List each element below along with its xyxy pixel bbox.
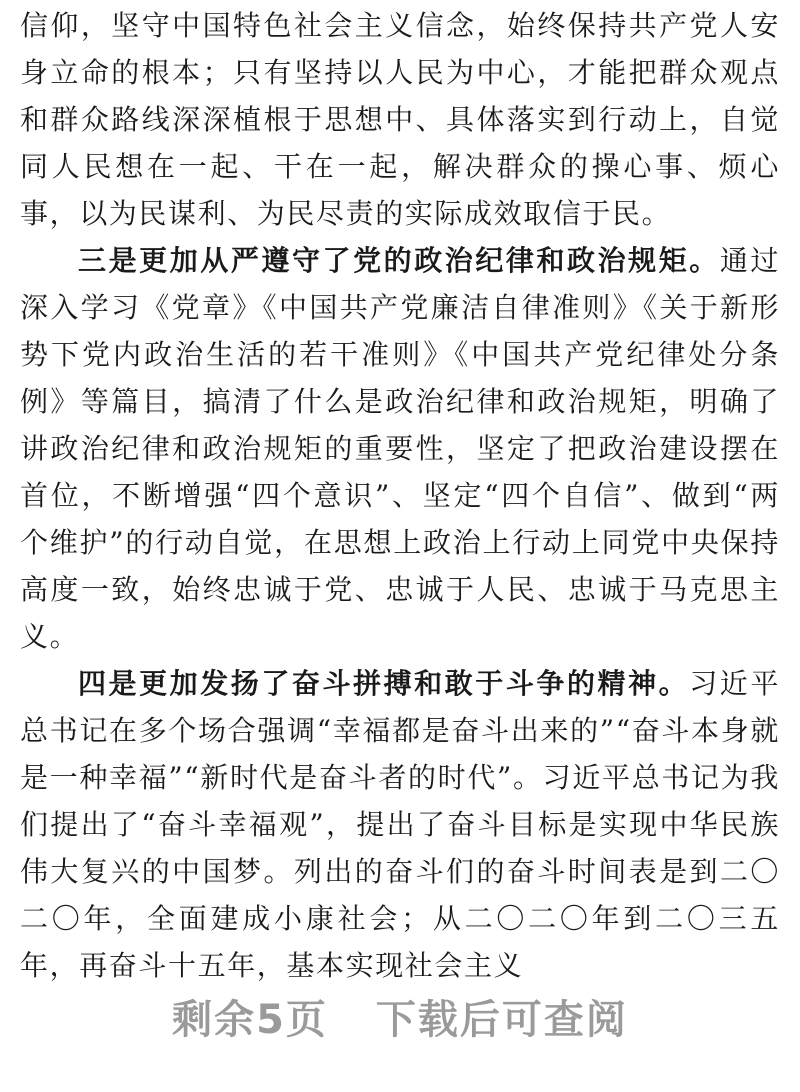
download-prompt[interactable] bbox=[0, 988, 800, 1045]
download-to-view-label: 下载后可查阅 bbox=[375, 997, 628, 1043]
paragraph-2 bbox=[20, 237, 780, 660]
paragraph-2-text: 通过深入学习《党章》《中国共产党廉洁自律准则》《关于新形势下党内政治生活的若干准则》《中国共产党纪律处分条例》等篇目，搞清了什么是政治纪律和政治规矩，明确了讲政治纪律和政治规矩的重要性，坚定了把政治建设摆在首位，不断增强“四个意识”、坚定“四个自信”、做到“两个维护”的行动自觉，在思想上政治上行动上同党中央保持高度一致，始终忠诚于党、忠诚于人民、忠诚于马克思主义。 bbox=[20, 244, 780, 653]
document-page bbox=[20, 0, 780, 989]
remaining-pages-label: 剩余5页 bbox=[172, 997, 328, 1043]
paragraph-3-text: 习近平总书记在多个场合强调“幸福都是奋斗出来的”“奋斗本身就是一种幸福”“新时代是奋斗者的时代”。习近平总书记为我们提出了“奋斗幸福观”，提出了奋斗目标是实现中华民族伟大复兴的中国梦。列出的奋斗们的奋斗时间表是到二〇二〇年，全面建成小康社会；从二〇二〇年到二〇三五年，再奋斗十五年，基本实现社会主义 bbox=[20, 667, 780, 982]
paragraph-1-text: 信仰，坚守中国特色社会主义信念，始终保持共产党人安身立命的根本；只有坚持以人民为中心，才能把群众观点和群众路线深深植根于思想中、具体落实到行动上，自觉同人民想在一起、干在一起，解决群众的操心事、烦心事，以为民谋利、为民尽责的实际成效取信于民。 bbox=[20, 9, 780, 230]
paragraph-2-lead: 三是更加从严遵守了党的政治纪律和政治规矩。 bbox=[78, 244, 720, 277]
paragraph-3-lead: 四是更加发扬了奋斗拼搏和敢于斗争的精神。 bbox=[78, 667, 690, 700]
paragraph-3 bbox=[20, 660, 780, 989]
paragraph-1 bbox=[20, 0, 780, 237]
